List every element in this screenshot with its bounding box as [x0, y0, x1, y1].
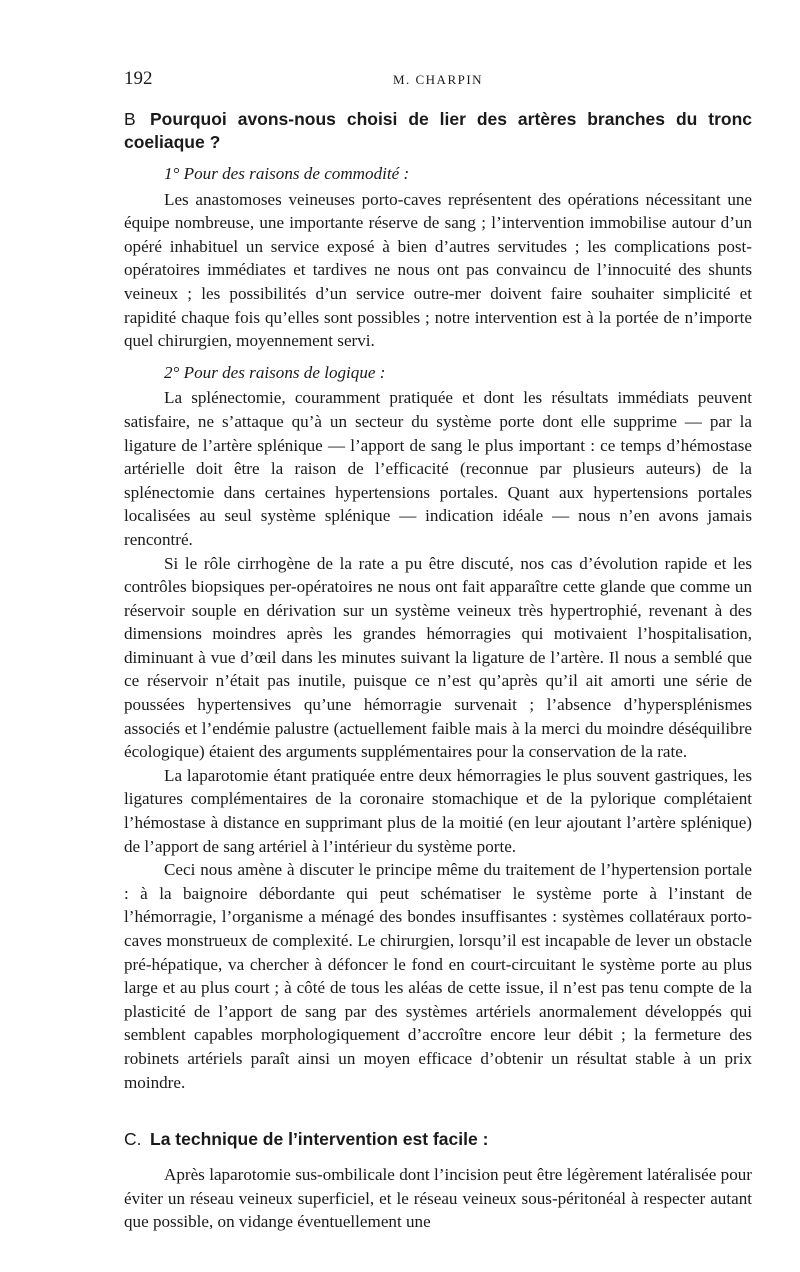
section-c-title: La technique de l’intervention est facile :	[150, 1129, 489, 1150]
paragraph: La splénectomie, couramment pratiquée et dont les résultats immédiats peuvent satisfaire, ne s’attaque qu’à un secteur du système porte dont elle supprime — par la ligature de l’artère splénique — l’apport de sang le plus important : ce temps d’hémostase artérielle doit être la raison de l’efficacité (reconnue par plusieurs auteurs) de la splénectomie dans certaines hypertensions portales. Quant aux hypertensions portales localisées au seul système splénique — indication idéale — nous n’en avons jamais rencontré.	[124, 388, 752, 549]
section-b-heading	[124, 108, 752, 154]
section-b-letter: B	[124, 109, 136, 129]
subsection-1-heading: 1° Pour des raisons de commodité :	[164, 164, 410, 183]
page-header	[124, 68, 752, 96]
section-b-title: Pourquoi avons-nous choisi de lier des artères branches du tronc coeliaque ?	[124, 109, 752, 152]
paragraph: La laparotomie étant pratiquée entre deux hémorragies le plus souvent gastriques, les ligatures complémentaires de la coronaire stomachique et de la pylorique complétaient l’hémostase à distance en supprimant plus de la moitié (en leur ajoutant l’artère splénique) de l’apport de sang artériel à l’intérieur du système porte.	[124, 765, 752, 856]
paragraph: Ceci nous amène à discuter le principe même du traitement de l’hypertension portale : à la baignoire débordante qui peut schématiser le système porte à l’instant de l’hémorragie, l’organisme a ménagé des bondes insuffisantes : systèmes collatéraux porto-caves monstrueux de complexité. Le chirurgien, lorsqu’il est incapable de lever un obstacle pré-hépatique, va chercher à défoncer le fond en court-circuitant le système porte au plus large et au plus court ; à côté de tous les aléas de cette issue, il n’est pas tenu compte de la plasticité de l’apport de sang par des systèmes artériels anormalement développés qui semblent capables morphologiquement d’accroître encore leur débit ; la fermeture des robinets artériels paraît ainsi un moyen efficace d’obtenir un résultat stable à un prix moindre.	[124, 860, 752, 1092]
body-text	[124, 106, 752, 1234]
running-head: M. CHARPIN	[392, 72, 484, 87]
paragraph: Les anastomoses veineuses porto-caves représentent des opérations nécessitant une équipe nombreuse, une importante réserve de sang ; l’intervention immobilise autour d’un opéré inhabituel un service exposé à bien d’autres servitudes ; les complications post-opératoires immédiates et tardives ne nous ont pas convaincu de l’innocuité des shunts veineux ; les possibilités d’un service outre-mer doivent faire souhaiter simplicité et rapidité chaque fois qu’elles sont possibles ; notre intervention est à la portée de n’importe quel chirurgien, moyennement servi.	[124, 189, 752, 351]
subsection-2-heading: 2° Pour des raisons de logique :	[164, 362, 386, 382]
section-c-letter: C.	[124, 1129, 142, 1150]
paragraph: Si le rôle cirrhogène de la rate a pu être discuté, nos cas d’évolution rapide et les contrôles biopsiques per-opératoires ne nous ont fait apparaître cette glande que comme un réservoir souple en dérivation sur un système veineux très hypertrophié, revenant à des dimensions moindres après les grandes hémorragies qui motivaient l’hospitalisation, diminuant à vue d’œil dans les minutes suivant la ligature de l’artère. Il nous a semblé que ce réservoir n’était pas inutile, puisque ce n’est qu’après qu’il ait amorti une série de poussées hypertensives qu’une hémorragie survenait ; l’absence d’hypersplénismes associés et l’endémie palustre (actuellement faible mais à la merci du moindre déséquilibre écologique) étaient des arguments supplémentaires pour la conservation de la rate.	[124, 553, 752, 762]
page-number: 192	[124, 68, 153, 89]
section-c-heading	[124, 1128, 752, 1151]
paragraph: Après laparotomie sus-ombilicale dont l’incision peut être légèrement latéralisée pour éviter un réseau veineux superficiel, et le réseau veineux sous-péritonéal à respecter autant que possible, on vidange éventuellement une	[124, 1165, 752, 1232]
